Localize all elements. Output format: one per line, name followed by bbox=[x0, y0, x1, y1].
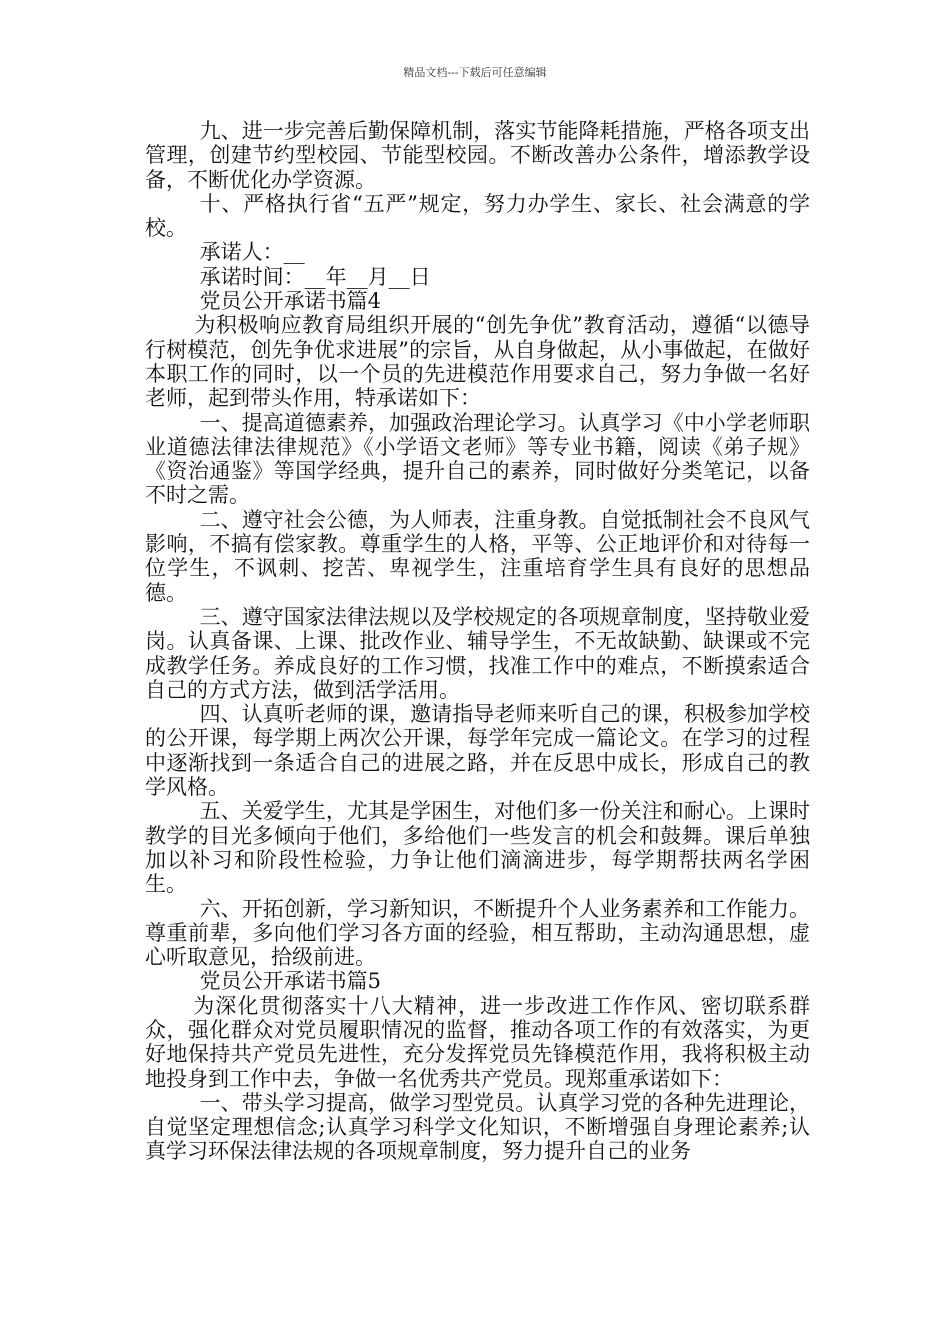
section-4-item-1: 一、提高道德素养，加强政治理论学习。认真学习《中小学老师职业道德法律法律规范》《小学语文老师》等专业书籍，阅读《弟子规》《资治通鉴》等国学经典，提升自己的素养，同时做好分类笔记，以备不时之需。 bbox=[145, 410, 810, 508]
paragraph-item-9: 九、进一步完善后勤保障机制，落实节能降耗措施，严格各项支出管理，创建节约型校园、节能型校园。不断改善办公条件，增添教学设备，不断优化办学资源。 bbox=[145, 119, 810, 192]
section-4-item-6: 六、开拓创新，学习新知识，不断提升个人业务素养和工作能力。尊重前辈，多向他们学习各方面的经验，相互帮助，主动沟通思想，虚心听取意见，拾级前进。 bbox=[145, 896, 810, 970]
section-4-item-4: 四、认真听老师的课，邀请指导老师来听自己的课，积极参加学校的公开课，每学期上两次公开课，每学年完成一篇论文。在学习的过程中逐渐找到一条适合自己的进展之路，并在反思中成长，形成自己的教学风格。 bbox=[145, 702, 810, 800]
document-body bbox=[145, 119, 810, 1164]
paragraph-item-10: 十、严格执行省“五严”规定，努力办学生、家长、社会满意的学校。 bbox=[145, 191, 810, 241]
section-4-item-5: 五、关爱学生，尤其是学困生，对他们多一份关注和耐心。上课时教学的目光多倾向于他们，多给他们一些发言的机会和鼓舞。课后单独加以补习和阶段性检验，力争让他们滴滴进步，每学期帮扶两名学困生。 bbox=[145, 799, 810, 897]
section-heading-4: 党员公开承诺书篇4 bbox=[199, 289, 381, 314]
commitment-date-line: 承诺时间：__年__月__日 bbox=[199, 264, 431, 289]
section-5-item-1: 一、带头学习提高，做学习型党员。认真学习党的各种先进理论，自觉坚定理想信念;认真学习科学文化知识，不断增强自身理论素养;认真学习环保法律法规的各项规章制度，努力提升自己的业务 bbox=[145, 1090, 810, 1164]
page-header: 精品文档---下载后可任意编辑 bbox=[403, 66, 547, 79]
section-4-intro: 为积极响应教育局组织开展的“创先争优”教育活动，遵循“以德导行树模范，创先争优求进展”的宗旨，从自身做起，从小事做起，在做好本职工作的同时，以一个员的先进模范作用要求自己，努力争做一名好老师，起到带头作用，特承诺如下： bbox=[145, 313, 810, 411]
section-heading-5: 党员公开承诺书篇5 bbox=[199, 969, 381, 994]
section-4-item-2: 二、遵守社会公德，为人师表，注重身教。自觉抵制社会不良风气影响，不搞有偿家教。尊重学生的人格，平等、公正地评价和对待每一位学生，不讽刺、挖苦、卑视学生，注重培育学生具有良好的思想品德。 bbox=[145, 507, 810, 605]
section-5-intro: 为深化贯彻落实十八大精神，进一步改进工作作风、密切联系群众，强化群众对党员履职情况的监督，推动各项工作的有效落实，为更好地保持共产党员先进性，充分发挥党员先锋模范作用，我将积极主动地投身到工作中去，争做一名优秀共产党员。现郑重承诺如下： bbox=[145, 993, 810, 1091]
section-4-item-3: 三、遵守国家法律法规以及学校规定的各项规章制度，坚持敬业爱岗。认真备课、上课、批改作业、辅导学生，不无故缺勤、缺课或不完成教学任务。养成良好的工作习惯，找准工作中的难点，不断摸索适合自己的方式方法，做到活学活用。 bbox=[145, 604, 810, 702]
signatory-line: 承诺人：__ bbox=[199, 240, 305, 265]
